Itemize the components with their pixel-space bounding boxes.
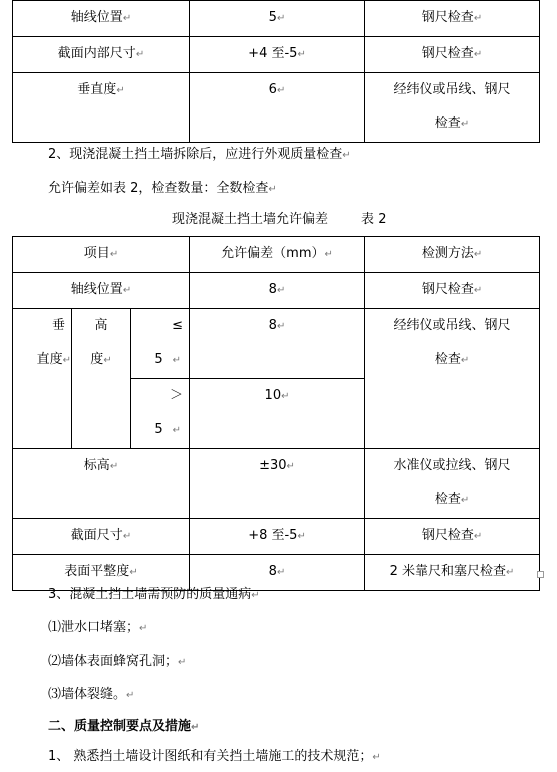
table-cell: 2 米靠尺和塞尺检查↵ [365,555,540,591]
table-cell: 经纬仪或吊线、钢尺 检查↵ [365,73,540,143]
table-cell: 轴线位置↵ [13,273,190,309]
table-cell: 水准仪或拉线、钢尺 检查↵ [365,449,540,519]
table-cell: 垂 直度↵ [13,309,72,449]
table-cell: 钢尺检查↵ [365,37,540,73]
table-cell: 截面内部尺寸↵ [13,37,190,73]
list-item: ⑶墙体裂缝。↵ [48,687,135,702]
header-cell: 检测方法↵ [365,237,540,273]
table-cell: 轴线位置↵ [13,1,190,37]
table-row [13,1,540,37]
paragraph: 允许偏差如表 2，检查数量：全数检查↵ [48,181,277,196]
table-cell: ＞ 5 ↵ [131,379,190,449]
table-row [13,73,540,143]
table-row [13,309,540,379]
tolerance-table-2 [12,236,540,591]
list-item: ⑴泄水口堵塞；↵ [48,620,148,635]
table-cell: +8 至-5↵ [190,519,365,555]
table-cell: 8↵ [190,555,365,591]
table-end-marker [537,571,544,578]
table-row [13,449,540,519]
table-cell: 钢尺检查↵ [365,519,540,555]
table-cell: 钢尺检查↵ [365,273,540,309]
list-item: ⑵墙体表面蜂窝孔洞；↵ [48,654,187,669]
table-caption: 现浇混凝土挡土墙允许偏差 表 2 [172,212,387,227]
paragraph: 3、混凝土挡土墙需预防的质量通病↵ [48,587,260,602]
tolerance-table-1 [12,0,540,143]
header-cell: 项目↵ [13,237,190,273]
table-cell: 5↵ [190,1,365,37]
table-cell: 经纬仪或吊线、钢尺 检查↵ [365,309,540,449]
table-cell: 高 度↵ [72,309,131,449]
table-cell: +4 至-5↵ [190,37,365,73]
table-row [13,37,540,73]
table-cell: 标高↵ [13,449,190,519]
header-cell: 允许偏差（mm）↵ [190,237,365,273]
section-heading: 二、质量控制要点及措施↵ [48,719,200,734]
table-cell: 6↵ [190,73,365,143]
paragraph: 2、现浇混凝土挡土墙拆除后，应进行外观质量检查↵ [48,147,351,162]
table-cell: ±30↵ [190,449,365,519]
table-cell: 垂直度↵ [13,73,190,143]
paragraph: 1、 熟悉挡土墙设计图纸和有关挡土墙施工的技术规范；↵ [48,749,381,764]
table-cell: 钢尺检查↵ [365,1,540,37]
table-cell: 8↵ [190,309,365,379]
table-cell: ≤ 5 ↵ [131,309,190,379]
table-header-row [13,237,540,273]
table-row [13,519,540,555]
table-cell: 截面尺寸↵ [13,519,190,555]
table-cell: 表面平整度↵ [13,555,190,591]
table-cell: 10↵ [190,379,365,449]
table-row [13,273,540,309]
table-cell: 8↵ [190,273,365,309]
